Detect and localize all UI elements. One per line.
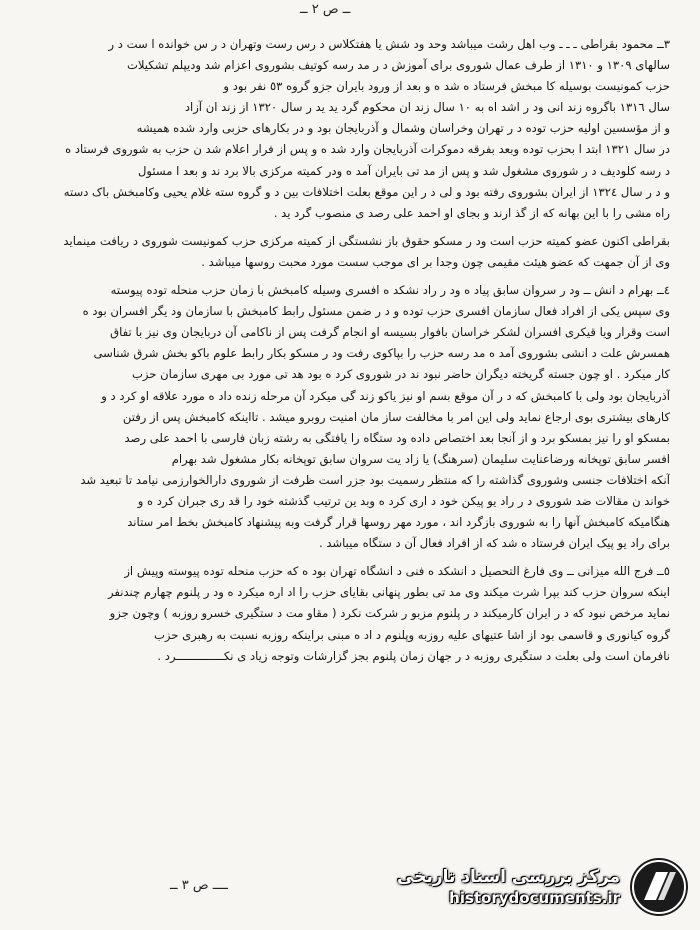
text-line: ٥ــ فرج الله میزانی ــ وی فارغ التحصیل د انشکد ه فنی د انشگاه تهران بود ه که حزب منحله توده پیوسته وپیش از [124,564,670,579]
text-line: وی سپس یکی از افراد فعال سازمان افسری حزب توده و د ر ضمن مسئول رابط کامبخش با سازمان ود یگر افسران بود ه [82,304,670,319]
text-line: نافرمان است ولی بعلت د ستگیری روزبه د ر جهان زمان پلنوم بجز گزارشات وتوجه زیاد ی نکــــــــــــــرد . [157,648,670,663]
text-line: در سال ١٣٢١ ابتد ا بحزب توده وبعد بفرقه دموکرات آذربایجان وارد شد ه و پس از فرار اعلام شد ن حزب به شوروی فرستاد ه [65,142,670,157]
document-body [50,34,670,667]
text-line: آذربایجان بود ولی با کامبخش که د ر آن موقع بسم او نیز یاکو زند گی میکرد آن مرحله زنده داد ه مورد علاقه او کرد د و [101,388,670,403]
text-line: خواند ن مقالات ضد شوروی د ر راد یو پیکن خود د اری کرد ه وبد ین ترتیب گذشته خود را قد ری جبران کرد ه و [137,493,670,508]
page-footer-number: ــــ ص ٣ ــ [170,878,228,893]
text-line: هنگامیکه کامبخش آنها را به شوروی بازگرد اند ، مورد مهر روسها قرار گرفت وبه پیشنهاد کامبخش بخط امر ستاند [127,515,670,530]
text-line: اینکه سروان حزب کند بپرا شرت میکند وی مد تی بطور پنهانی بقایای حزب را اد اره میکرد ه ود ر پلنوم چهارم چندنفر [107,585,670,600]
text-line: حزب کمونیست بوسیله کا مبخش فرستاد ه شد ه و بعد از ورود بایران جزو گروه ٥٣ نفر بود و [223,79,670,94]
watermark-title: مرکز بررسی اسناد تاریخی [397,867,620,887]
text-line: برای راد یو پیک ایران فرستاد ه شد که از افراد فعال آن د ستگاه میباشد . [318,536,670,551]
page-header-number: ــ ص ٢ ــ [300,2,351,17]
text-line: افسر سابق توپخانه ورضاعنایت سلیمان (سرهنگ) یا زاد یت سروان سابق توپخانه بکار مشغول شد بهرام [171,451,670,466]
watermark-url[interactable]: historydocuments.ir [449,889,620,907]
text-line: آنکه اختلافات جنسی وشوروی گذاشته را که منتظر رسمیت بود جزر است ظرفت از شوروی دارالخوارزمی نیامد تا تبعید شد [80,472,670,487]
text-line: همسرش علت د انشی بشوروی آمد ه مد رسه حزب را بپاکوی رفت ود ر مسکو بکار رابط علوم باکو بخش شرق شناسی [93,346,670,361]
text-line: گروه کیانوری و قاسمی بود از اشا عتیهای علیه روزبه وپلنوم د اد ه مبنی براینکه روزبه نسبت به رهبری حزب [153,627,670,642]
text-line: د رسه کلودیف د ر شوروی مشغول شد و پس از مد تی بایران آمد ه ودر کمیته مرکزی بالا برد ند و بعد ا مسئول [137,163,670,178]
watermark-text [397,867,620,907]
document-center-logo-icon [628,856,690,918]
text-line: کارهای بیشتری بوی ارجاع نماید ولی این امر با مخالفت ساز مان امنیت روبرو میشد . تااینکه کامبخش پس از رفتن [122,409,670,424]
text-line: ٣ــ محمود بقراطی ـ ـ ـ وب اهل رشت میباشد وحد ود شش یا هفتکلاس د رس رست وتهران د ر س خوانده ا ست د ر [108,37,670,51]
archive-watermark [390,852,690,922]
text-line: ٤ــ بهرام د انش ــ ود ر سروان سابق پیاد ه ود ر راد نشکد ه افسری وسیله کامبخش با زمان حزب منحله توده پیوسته [110,283,670,298]
text-line: بمسکو او را نیز بمسکو برد و از آنجا بعد اختصاص داده ود ستگاه را یافتگی به رشته زبان فارسی با احمد علی رصد [124,430,670,445]
text-line: و از مؤسسین اولیه حزب توده د ر تهران وخراسان وشمال و آذربایجان بود و در بکارهای حزبی وارد شده همیشه [136,121,670,136]
text-line: سال ١٣١٦ باگروه زند انی ود ر اشد اه به ١٠ سال زند ان محکوم گرد ید ید ر سال ١٣٢٠ از زند ان آزاد [184,100,670,115]
text-line: کار میکرد . او چون جسته گریخته دیگران حاضر نبود ند در شوروی کرد ه بود هد تی مورد بی مهری سازمان حزب [131,367,670,382]
text-line: راه مشی را با این بهانه که از گذ ارند و بجای او احمد علی رصد ی منصوب گرد ید . [273,205,670,220]
text-line: وی از آن جمهت که عضو هیئت مقیمی چون وجدا بر ای موجب سست مورد محبت روسها میباشد . [201,254,670,269]
text-line: بقراطی اکنون عضو کمیته حزب است ود ر مسکو حقوق باز نشستگی از کمیته مرکزی حزب کمونیست شوروی د ریافت مینماید [63,233,670,248]
text-line: و د ر سال ١٣٢٤ از ایران بشوروی رفته بود و لی د ر این موقع بعلت اختلافات بین د و گروه سته غلام یحیی وکامبخش باک دسته [63,184,670,199]
text-line: سالهای ١٣٠٩ و ١٣١٠ از طرف عمال شوروی برای آموزش د ر مد رسه کوتیف بشوروی اعزام شد ودیپلم تشکیلات [126,58,670,73]
text-line: نماید مرخص نبود که د ر ایران کارمیکند د ر پلنوم مزبو ر شرکت نکرد ( مقاو مت د ستگیری خسرو روزبه ) وچون جزو [109,606,670,621]
text-line: است وقرار ویا قیکری افسران لشکر خراسان بافوار بسیسه او انجام گرفت پس از ناکامی آن دربایجان وی نیز با تفاق [110,325,670,340]
